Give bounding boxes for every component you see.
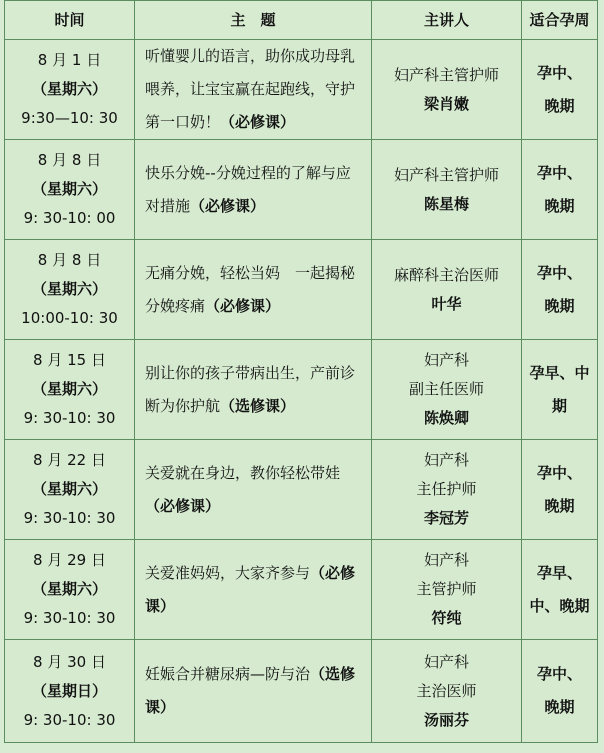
speaker-cell	[372, 540, 522, 640]
pregnancy-period-text: 晚期	[544, 196, 575, 215]
header-time: 时间	[5, 1, 135, 40]
header-period: 适合孕周	[522, 1, 598, 40]
speaker-cell	[372, 40, 522, 140]
header-speaker: 主讲人	[372, 1, 522, 40]
pregnancy-period-text: 孕中、	[536, 63, 582, 82]
pregnancy-period-text: 期	[551, 396, 567, 415]
speaker-cell	[372, 340, 522, 440]
speaker-title: 妇产科	[423, 451, 469, 469]
speaker-title: 妇产科主管护师	[393, 165, 499, 184]
table-row	[5, 540, 598, 640]
topic-text: 听懂婴儿的语言，助你成功母乳喂养，让宝宝赢在起跑线，守护第一口奶！	[145, 47, 356, 131]
period-cell	[522, 240, 598, 340]
speaker-name: 符纯	[431, 609, 462, 627]
weekday-text: （星期六）	[31, 180, 107, 198]
table-row	[5, 440, 598, 540]
pregnancy-period-text: 晚期	[544, 496, 575, 515]
speaker-name: 梁肖嫩	[423, 94, 469, 113]
speaker-title: 副主任医师	[408, 380, 484, 398]
time-cell	[5, 40, 135, 140]
time-cell	[5, 140, 135, 240]
speaker-title: 主任护师	[416, 480, 477, 498]
date-text: 8 月 22 日	[33, 451, 106, 469]
topic-text: 关爱准妈妈，大家齐参与	[145, 563, 311, 582]
pregnancy-period-text: 孕中、	[536, 463, 582, 482]
date-text: 8 月 29 日	[33, 551, 106, 569]
topic-cell	[135, 540, 372, 640]
time-range-text: 9: 30-10: 30	[23, 509, 116, 527]
time-cell	[5, 640, 135, 743]
lecture-schedule-table	[4, 0, 598, 743]
time-range-text: 10:00-10: 30	[21, 309, 118, 327]
time-range-text: 9: 30-10: 30	[23, 710, 116, 729]
speaker-title: 主管护师	[416, 580, 477, 598]
course-type-tag: （必修课）	[205, 296, 281, 315]
speaker-title: 妇产科	[423, 351, 469, 369]
course-type-tag: （必修课）	[220, 113, 296, 131]
topic-cell	[135, 440, 372, 540]
pregnancy-period-text: 孕中、	[536, 665, 582, 683]
course-type-tag: （必修课）	[145, 496, 221, 515]
topic-cell	[135, 140, 372, 240]
table-body	[5, 40, 598, 743]
speaker-title: 妇产科主管护师	[393, 65, 499, 84]
course-type-tag: （选修课）	[220, 396, 296, 415]
period-cell	[522, 340, 598, 440]
period-cell	[522, 640, 598, 743]
pregnancy-period-text: 孕中、	[536, 163, 582, 182]
time-range-text: 9: 30-10: 00	[23, 209, 116, 227]
table-row	[5, 40, 598, 140]
date-text: 8 月 8 日	[37, 251, 102, 269]
pregnancy-period-text: 晚期	[544, 698, 575, 716]
speaker-name: 李冠芳	[423, 509, 469, 527]
date-text: 8 月 8 日	[37, 151, 102, 169]
course-type-tag: （选修课）	[145, 665, 356, 716]
speaker-cell	[372, 640, 522, 743]
date-text: 8 月 15 日	[33, 351, 106, 369]
course-type-tag: （必修课）	[190, 196, 266, 215]
table-row	[5, 240, 598, 340]
speaker-title: 妇产科	[423, 551, 469, 569]
topic-text: 快乐分娩--分娩过程的了解与应对措施	[145, 163, 351, 215]
speaker-name: 陈焕卿	[423, 409, 469, 427]
time-cell	[5, 540, 135, 640]
speaker-title: 麻醉科主治医师	[393, 265, 499, 284]
weekday-text: （星期六）	[31, 80, 107, 98]
topic-text: 妊娠合并糖尿病—防与治	[145, 665, 311, 683]
topic-cell	[135, 640, 372, 743]
table-row	[5, 140, 598, 240]
speaker-cell	[372, 440, 522, 540]
time-range-text: 9:30—10: 30	[21, 109, 118, 127]
time-cell	[5, 340, 135, 440]
period-cell	[522, 440, 598, 540]
weekday-text: （星期六）	[31, 580, 107, 598]
header-topic: 主 题	[135, 1, 372, 40]
time-cell	[5, 440, 135, 540]
topic-cell	[135, 240, 372, 340]
topic-text: 关爱就在身边，教你轻松带娃	[145, 463, 341, 482]
pregnancy-period-text: 晚期	[544, 296, 575, 315]
topic-text: 无痛分娩，轻松当妈 一起揭秘分娩疼痛	[145, 263, 356, 315]
weekday-text: （星期日）	[31, 681, 107, 700]
time-range-text: 9: 30-10: 30	[23, 409, 116, 427]
speaker-title: 主治医师	[416, 681, 477, 700]
topic-cell	[135, 340, 372, 440]
pregnancy-period-text: 晚期	[544, 96, 575, 115]
course-type-tag: （必修课）	[145, 563, 356, 615]
pregnancy-period-text: 孕中、	[536, 263, 582, 282]
weekday-text: （星期六）	[31, 280, 107, 298]
date-text: 8 月 1 日	[37, 51, 102, 69]
weekday-text: （星期六）	[31, 380, 107, 398]
pregnancy-period-text: 孕早、	[536, 563, 582, 582]
speaker-cell	[372, 240, 522, 340]
time-range-text: 9: 30-10: 30	[23, 609, 116, 627]
period-cell	[522, 140, 598, 240]
pregnancy-period-text: 孕早、中	[529, 363, 590, 382]
date-text: 8 月 30 日	[33, 652, 106, 671]
speaker-title: 妇产科	[423, 652, 469, 671]
period-cell	[522, 40, 598, 140]
topic-text: 别让你的孩子带病出生，产前诊断为你护航	[145, 363, 356, 415]
speaker-cell	[372, 140, 522, 240]
table-row	[5, 640, 598, 743]
period-cell	[522, 540, 598, 640]
time-cell	[5, 240, 135, 340]
table-header-row	[5, 1, 598, 40]
topic-cell	[135, 40, 372, 140]
speaker-name: 陈星梅	[423, 194, 469, 213]
speaker-name: 汤丽芬	[423, 710, 469, 729]
weekday-text: （星期六）	[31, 480, 107, 498]
speaker-name: 叶华	[431, 294, 462, 313]
pregnancy-period-text: 中、晚期	[529, 596, 590, 615]
table-row	[5, 340, 598, 440]
